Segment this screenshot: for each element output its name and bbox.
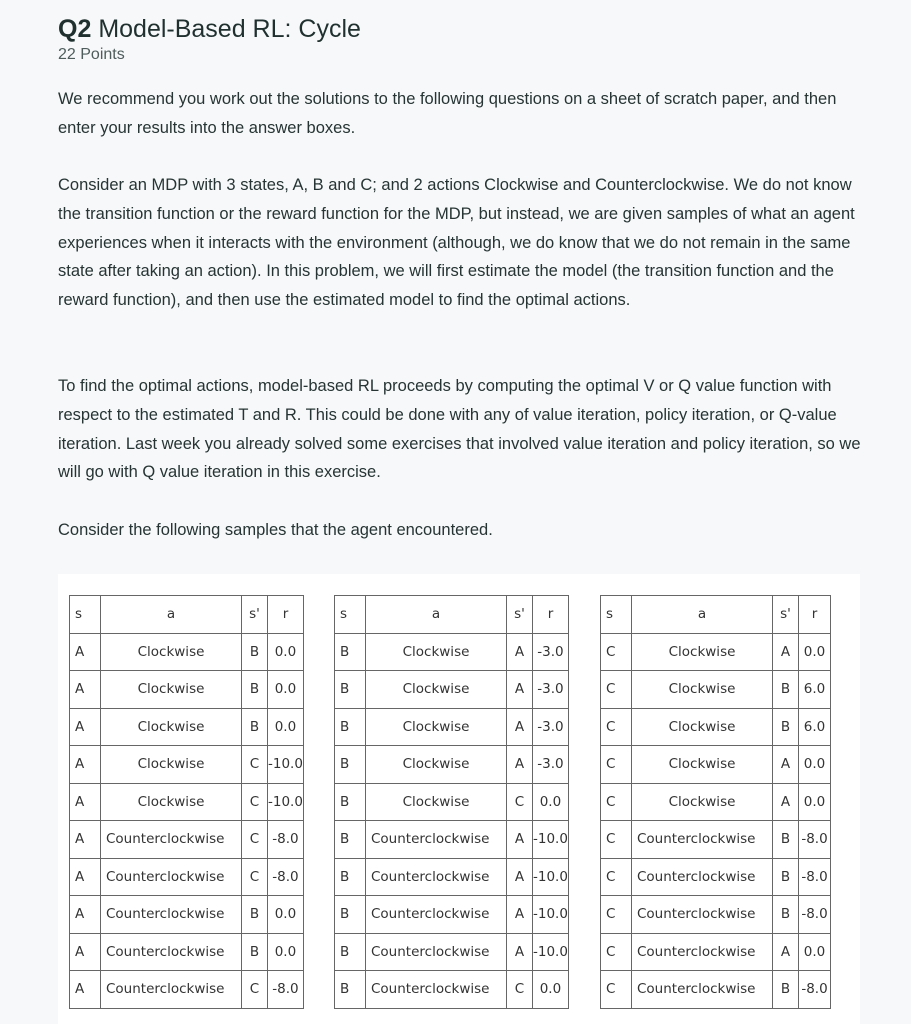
cell-reward: -10.0	[533, 821, 569, 859]
table-row	[601, 971, 831, 1009]
cell-state: C	[601, 971, 632, 1009]
table-row	[601, 671, 831, 709]
cell-action: Counterclockwise	[632, 971, 773, 1009]
cell-action: Clockwise	[101, 746, 242, 784]
cell-next-state: B	[242, 933, 268, 971]
cell-reward: 0.0	[268, 896, 304, 934]
cell-next-state: B	[773, 821, 799, 859]
table-header-row	[335, 596, 569, 634]
cell-next-state: C	[242, 821, 268, 859]
cell-state: C	[601, 783, 632, 821]
column-header-action: a	[632, 596, 773, 634]
cell-reward: -3.0	[533, 671, 569, 709]
cell-state: A	[70, 821, 101, 859]
cell-action: Clockwise	[632, 633, 773, 671]
cell-action: Counterclockwise	[101, 858, 242, 896]
cell-state: B	[335, 858, 366, 896]
cell-reward: -3.0	[533, 746, 569, 784]
cell-state: C	[601, 633, 632, 671]
cell-next-state: A	[773, 633, 799, 671]
cell-next-state: B	[242, 896, 268, 934]
question-title-text: Model-Based RL: Cycle	[98, 15, 361, 43]
cell-next-state: B	[242, 671, 268, 709]
method-paragraph: To find the optimal actions, model-based RL proceeds by computing the optimal V or Q value function with respect to the estimated T and R. This could be done with any of value iteration, policy iteration, or Q-value iteration. Last week you already solved some exercises that involved value iteration and policy iteration, so we will go with Q value iteration in this exercise.	[58, 377, 861, 482]
cell-state: B	[335, 746, 366, 784]
cell-state: A	[70, 896, 101, 934]
cell-reward: -10.0	[533, 933, 569, 971]
cell-next-state: A	[773, 933, 799, 971]
samples-table-state-b	[334, 595, 569, 1009]
cell-reward: 0.0	[268, 671, 304, 709]
table-row	[601, 896, 831, 934]
cell-state: B	[335, 708, 366, 746]
column-header-state: s	[601, 596, 632, 634]
cell-reward: 6.0	[799, 708, 831, 746]
cell-action: Clockwise	[366, 708, 507, 746]
table-row	[70, 896, 304, 934]
cell-next-state: B	[242, 708, 268, 746]
cell-state: C	[601, 708, 632, 746]
cell-reward: -8.0	[268, 971, 304, 1009]
cell-action: Counterclockwise	[366, 858, 507, 896]
cell-reward: -3.0	[533, 633, 569, 671]
cell-next-state: B	[773, 971, 799, 1009]
table-row	[335, 708, 569, 746]
cell-next-state: C	[242, 746, 268, 784]
question-title	[58, 14, 361, 44]
cell-action: Counterclockwise	[101, 821, 242, 859]
column-header-reward: r	[533, 596, 569, 634]
cell-next-state: A	[773, 746, 799, 784]
cell-action: Clockwise	[101, 783, 242, 821]
cell-state: C	[601, 858, 632, 896]
table-row	[601, 746, 831, 784]
cell-state: B	[335, 933, 366, 971]
cell-action: Clockwise	[632, 671, 773, 709]
table-row	[70, 933, 304, 971]
table-row	[335, 821, 569, 859]
cell-next-state: A	[507, 858, 533, 896]
cell-action: Counterclockwise	[101, 896, 242, 934]
cell-state: B	[335, 971, 366, 1009]
table-row	[335, 971, 569, 1009]
cell-action: Counterclockwise	[366, 896, 507, 934]
cell-action: Counterclockwise	[101, 933, 242, 971]
samples-intro-paragraph: Consider the following samples that the agent encountered.	[58, 521, 493, 539]
table-header-row	[70, 596, 304, 634]
cell-state: B	[335, 671, 366, 709]
cell-reward: -8.0	[268, 858, 304, 896]
cell-state: B	[335, 896, 366, 934]
table-row	[70, 971, 304, 1009]
column-header-action: a	[366, 596, 507, 634]
table-row	[601, 933, 831, 971]
cell-state: A	[70, 746, 101, 784]
table-row	[70, 858, 304, 896]
cell-state: C	[601, 933, 632, 971]
cell-action: Counterclockwise	[366, 933, 507, 971]
cell-action: Counterclockwise	[632, 933, 773, 971]
cell-action: Counterclockwise	[366, 821, 507, 859]
cell-next-state: C	[507, 971, 533, 1009]
cell-next-state: C	[242, 858, 268, 896]
cell-state: A	[70, 858, 101, 896]
table-row	[335, 671, 569, 709]
cell-next-state: B	[773, 858, 799, 896]
cell-state: B	[335, 783, 366, 821]
cell-action: Clockwise	[366, 633, 507, 671]
question-points: 22 Points	[58, 46, 125, 63]
table-row	[335, 746, 569, 784]
table-row	[70, 633, 304, 671]
table-row	[601, 783, 831, 821]
cell-next-state: A	[507, 933, 533, 971]
cell-action: Counterclockwise	[101, 971, 242, 1009]
table-row	[335, 783, 569, 821]
column-header-state: s	[335, 596, 366, 634]
cell-action: Clockwise	[101, 671, 242, 709]
cell-reward: 0.0	[799, 633, 831, 671]
cell-next-state: A	[773, 783, 799, 821]
cell-reward: 0.0	[799, 933, 831, 971]
table-row	[601, 708, 831, 746]
column-header-next-state: s'	[507, 596, 533, 634]
column-header-state: s	[70, 596, 101, 634]
question-number: Q2	[58, 15, 92, 43]
cell-state: A	[70, 783, 101, 821]
cell-next-state: A	[507, 821, 533, 859]
table-row	[335, 633, 569, 671]
cell-action: Clockwise	[366, 783, 507, 821]
cell-state: C	[601, 896, 632, 934]
cell-reward: 0.0	[533, 783, 569, 821]
column-header-reward: r	[799, 596, 831, 634]
cell-reward: -8.0	[799, 971, 831, 1009]
table-row	[70, 671, 304, 709]
cell-reward: 0.0	[799, 783, 831, 821]
cell-state: A	[70, 708, 101, 746]
cell-action: Clockwise	[632, 783, 773, 821]
table-row	[601, 821, 831, 859]
cell-reward: 6.0	[799, 671, 831, 709]
cell-reward: 0.0	[533, 971, 569, 1009]
table-row	[601, 858, 831, 896]
column-header-next-state: s'	[773, 596, 799, 634]
cell-state: C	[601, 821, 632, 859]
cell-reward: 0.0	[268, 708, 304, 746]
column-header-next-state: s'	[242, 596, 268, 634]
cell-state: A	[70, 933, 101, 971]
instructions-paragraph: We recommend you work out the solutions to the following questions on a sheet of scratch paper, and then enter your results into the answer boxes.	[58, 90, 837, 137]
cell-action: Clockwise	[632, 708, 773, 746]
cell-reward: 0.0	[799, 746, 831, 784]
cell-reward: -8.0	[268, 821, 304, 859]
cell-next-state: A	[507, 671, 533, 709]
cell-next-state: A	[507, 633, 533, 671]
samples-tables-container	[58, 574, 860, 1024]
cell-state: C	[601, 746, 632, 784]
table-row	[335, 896, 569, 934]
table-header-row	[601, 596, 831, 634]
table-row	[601, 633, 831, 671]
table-row	[70, 746, 304, 784]
cell-next-state: A	[507, 708, 533, 746]
cell-action: Clockwise	[101, 633, 242, 671]
samples-table-state-a	[69, 595, 304, 1009]
samples-table-state-c	[600, 595, 831, 1009]
cell-action: Counterclockwise	[632, 896, 773, 934]
cell-reward: -10.0	[533, 896, 569, 934]
cell-state: C	[601, 671, 632, 709]
question-header	[58, 14, 361, 64]
cell-reward: -8.0	[799, 896, 831, 934]
mdp-description-paragraph: Consider an MDP with 3 states, A, B and C; and 2 actions Clockwise and Counterclockwise. We do not know the transition function or the reward function for the MDP, but instead, we are given samples of what an agent experiences when it interacts with the environment (although, we do know that we do not remain in the same state after taking an action). In this problem, we will first estimate the model (the transition function and the reward function), and then use the estimated model to find the optimal actions.	[58, 176, 855, 310]
cell-next-state: B	[773, 671, 799, 709]
cell-reward: -10.0	[533, 858, 569, 896]
table-row	[70, 708, 304, 746]
table-row	[70, 783, 304, 821]
cell-action: Clockwise	[366, 746, 507, 784]
cell-action: Counterclockwise	[366, 971, 507, 1009]
cell-next-state: C	[242, 783, 268, 821]
cell-next-state: B	[773, 896, 799, 934]
cell-action: Clockwise	[101, 708, 242, 746]
cell-action: Counterclockwise	[632, 821, 773, 859]
cell-next-state: C	[242, 971, 268, 1009]
cell-next-state: B	[773, 708, 799, 746]
table-row	[335, 933, 569, 971]
cell-state: A	[70, 971, 101, 1009]
cell-next-state: B	[242, 633, 268, 671]
table-row	[70, 821, 304, 859]
cell-next-state: A	[507, 746, 533, 784]
cell-reward: 0.0	[268, 633, 304, 671]
cell-action: Clockwise	[632, 746, 773, 784]
cell-action: Clockwise	[366, 671, 507, 709]
cell-reward: -10.0	[268, 746, 304, 784]
cell-state: B	[335, 821, 366, 859]
column-header-reward: r	[268, 596, 304, 634]
cell-next-state: C	[507, 783, 533, 821]
cell-reward: 0.0	[268, 933, 304, 971]
cell-reward: -8.0	[799, 858, 831, 896]
cell-state: B	[335, 633, 366, 671]
table-row	[335, 858, 569, 896]
cell-reward: -10.0	[268, 783, 304, 821]
cell-reward: -8.0	[799, 821, 831, 859]
cell-action: Counterclockwise	[632, 858, 773, 896]
cell-state: A	[70, 671, 101, 709]
cell-reward: -3.0	[533, 708, 569, 746]
cell-state: A	[70, 633, 101, 671]
column-header-action: a	[101, 596, 242, 634]
cell-next-state: A	[507, 896, 533, 934]
